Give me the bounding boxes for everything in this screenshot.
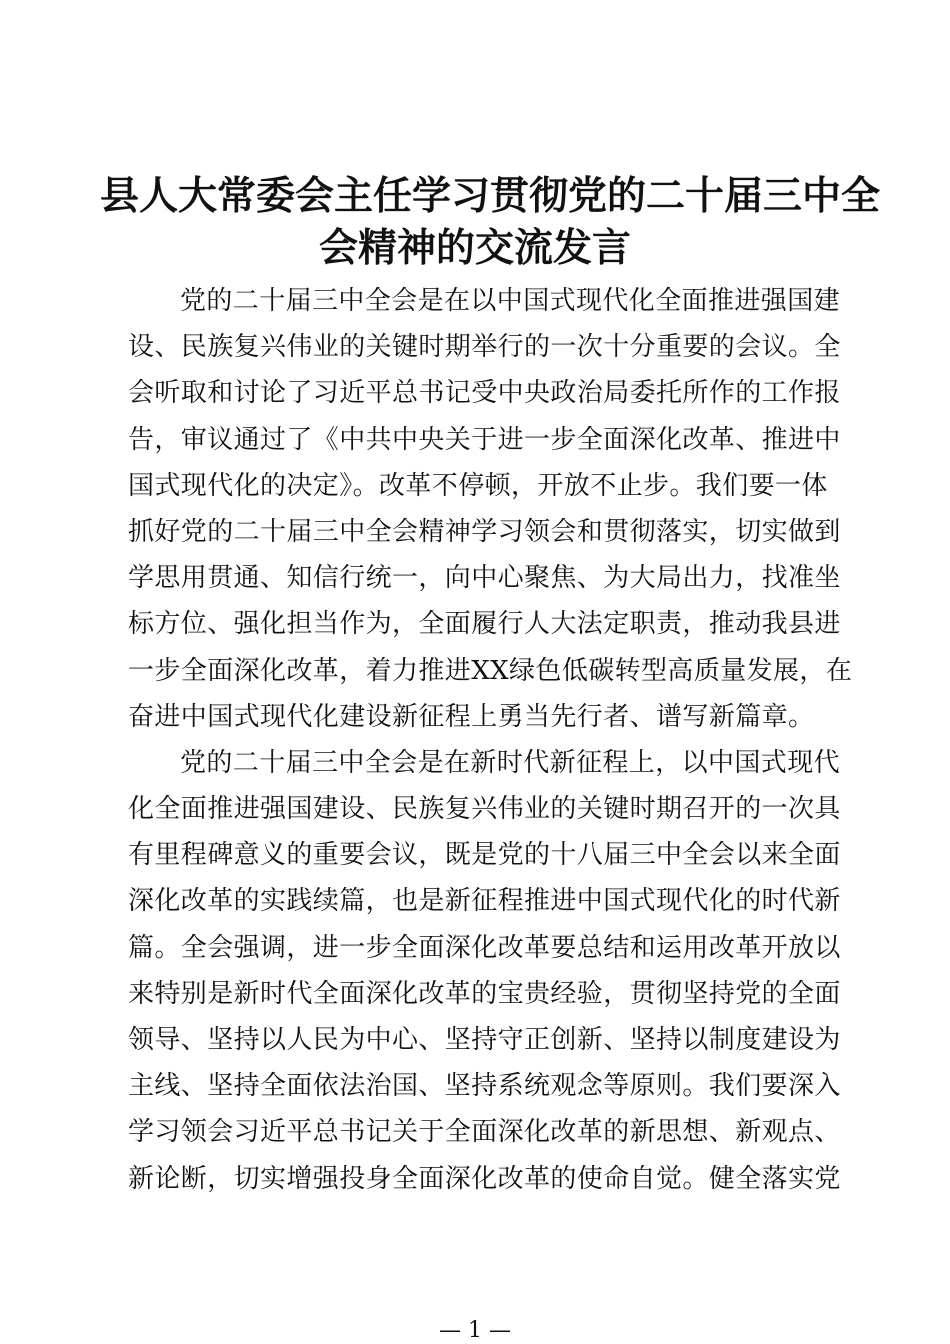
paragraph-line: 篇。全会强调，进一步全面深化改革要总结和运用改革开放以 — [128, 932, 841, 963]
paragraph-line: 一步全面深化改革，着力推进XX绿色低碳转型高质量发展，在 — [128, 655, 853, 686]
paragraph-line: 化全面推进强国建设、民族复兴伟业的关键时期召开的一次具 — [128, 794, 841, 825]
paragraph-line: 奋进中国式现代化建设新征程上勇当先行者、谱写新篇章。 — [128, 701, 815, 732]
paragraph-2 — [128, 740, 841, 1202]
paragraph-line: 学思用贯通、知信行统一，向中心聚焦、为大局出力，找准坐 — [128, 563, 841, 594]
paragraph-line: 设、民族复兴伟业的关键时期举行的一次十分重要的会议。全 — [128, 332, 841, 363]
paragraph-line: 标方位、强化担当作为，全面履行人大法定职责，推动我县进 — [128, 609, 841, 640]
document-title-line-2: 会精神的交流发言 — [318, 225, 631, 271]
document-title-line-1: 县人大常委会主任学习贯彻党的二十届三中全 — [100, 173, 881, 219]
paragraph-line: 新论断，切实增强投身全面深化改革的使命自觉。健全落实党 — [128, 1163, 841, 1194]
paragraph-line: 告，审议通过了《中共中央关于进一步全面深化改革、推进中 — [128, 424, 841, 455]
paragraph-line: 抓好党的二十届三中全会精神学习领会和贯彻落实，切实做到 — [128, 516, 841, 547]
page-number: — 1 — — [439, 1318, 511, 1343]
paragraph-line: 来特别是新时代全面深化改革的宝贵经验，贯彻坚持党的全面 — [128, 978, 841, 1009]
paragraph-line: 深化改革的实践续篇，也是新征程推进中国式现代化的时代新 — [128, 886, 841, 917]
paragraph-line: 国式现代化的决定》。改革不停顿，开放不止步。我们要一体 — [128, 470, 828, 501]
paragraph-line: 主线、坚持全面依法治国、坚持系统观念等原则。我们要深入 — [128, 1071, 841, 1102]
paragraph-line: 领导、坚持以人民为中心、坚持守正创新、坚持以制度建设为 — [128, 1025, 841, 1055]
paragraph-line: 学习领会习近平总书记关于全面深化改革的新思想、新观点、 — [128, 1117, 841, 1148]
paragraph-line: 有里程碑意义的重要会议，既是党的十八届三中全会以来全面 — [128, 840, 841, 871]
paragraph-1 — [128, 278, 853, 740]
paragraph-line: 党的二十届三中全会是在以中国式现代化全面推进强国建 — [180, 286, 841, 316]
paragraph-line: 会听取和讨论了习近平总书记受中央政治局委托所作的工作报 — [128, 378, 841, 409]
document-body — [128, 278, 853, 1202]
paragraph-line: 党的二十届三中全会是在新时代新征程上，以中国式现代 — [180, 747, 841, 778]
